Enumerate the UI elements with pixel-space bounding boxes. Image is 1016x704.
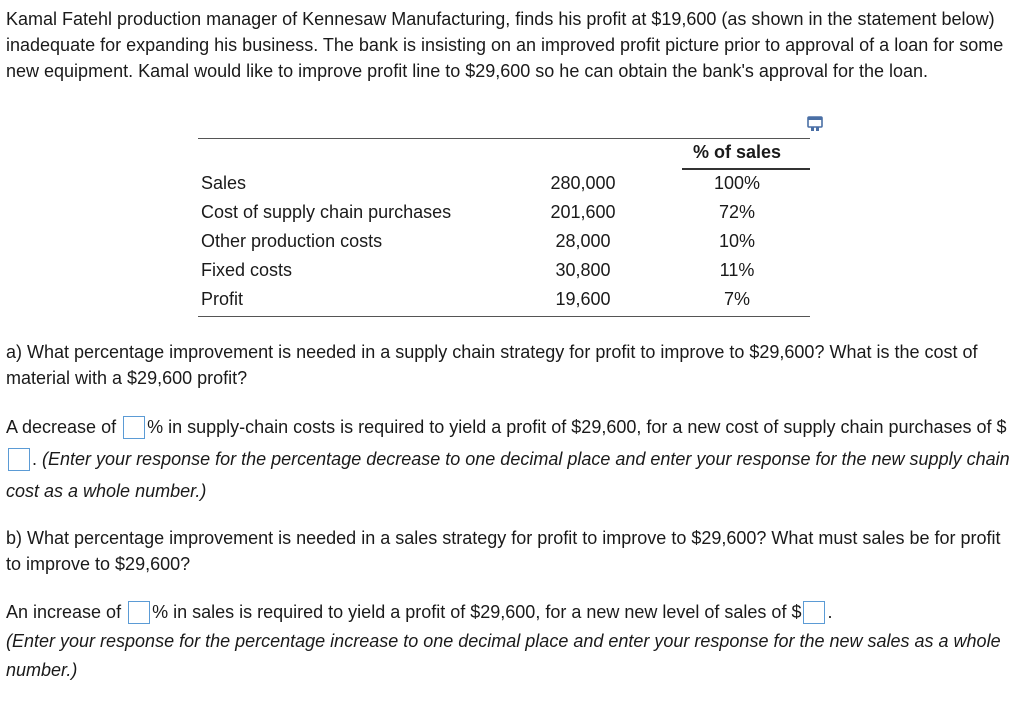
row-value: 201,600 xyxy=(550,202,616,222)
row-label: Profit xyxy=(201,289,244,309)
row-value: 28,000 xyxy=(555,231,611,251)
answer-a-suffix: . xyxy=(32,449,38,469)
row-pct: 72% xyxy=(718,202,756,222)
table-row xyxy=(198,260,810,289)
question-a: a) What percentage improvement is needed in a supply chain strategy for profit to improve to $29,600? What is the cost of material with a $29,600 profit? xyxy=(6,342,978,388)
table-row xyxy=(198,173,810,202)
answer-a-hint: (Enter your response for the percentage decrease to one decimal place and enter your response for the new supply chain cost as a whole number.) xyxy=(6,449,1010,501)
row-label: Fixed costs xyxy=(201,260,293,280)
answer-b-prefix: An increase of xyxy=(6,602,122,622)
answer-b xyxy=(6,598,1011,685)
pct-increase-input[interactable] xyxy=(128,601,150,624)
new-sales-input[interactable] xyxy=(803,601,825,624)
pct-decrease-input[interactable] xyxy=(123,416,145,439)
row-pct: 100% xyxy=(713,173,761,193)
problem-intro: Kamal Fatehl production manager of Kennesaw Manufacturing, finds his profit at $19,600 (as shown in the statement below) inadequate for expanding his business. The bank is insisting on an improved profit picture prior to approval of a loan for some new equipment. Kamal would like to improve profit line to $29,600 so he can obtain the bank's approval for the loan. xyxy=(6,9,1004,81)
row-value: 30,800 xyxy=(555,260,611,280)
row-pct: 7% xyxy=(723,289,750,309)
new-supply-cost-input[interactable] xyxy=(8,448,30,471)
row-label: Other production costs xyxy=(201,231,383,251)
answer-a-middle: % in supply-chain costs is required to yield a profit of $29,600, for a new cost of supply chain purchases of $ xyxy=(147,417,1007,437)
pct-of-sales-header: % of sales xyxy=(692,142,782,162)
row-pct: 11% xyxy=(719,260,755,280)
answer-b-hint: (Enter your response for the percentage increase to one decimal place and enter your response for the new sales as a whole number.) xyxy=(6,631,1001,680)
table-row xyxy=(198,202,810,231)
answer-a xyxy=(6,411,1011,507)
row-value: 280,000 xyxy=(550,173,616,193)
answer-b-suffix: . xyxy=(827,602,833,622)
row-value: 19,600 xyxy=(555,289,611,309)
row-label: Cost of supply chain purchases xyxy=(201,202,452,222)
table-row xyxy=(198,231,810,260)
answer-a-prefix: A decrease of xyxy=(6,417,117,437)
answer-b-middle: % in sales is required to yield a profit of $29,600, for a new new level of sales of $ xyxy=(152,602,802,622)
copy-to-clipboard-icon[interactable] xyxy=(806,115,824,133)
table-bottom-rule xyxy=(198,316,810,317)
row-label: Sales xyxy=(201,173,247,193)
table-row xyxy=(198,289,810,318)
header-rule xyxy=(682,168,810,170)
question-b: b) What percentage improvement is needed in a sales strategy for profit to improve to $29,600? What must sales be for profit to improve to $29,600? xyxy=(6,528,1001,574)
row-pct: 10% xyxy=(718,231,756,251)
table-top-rule xyxy=(198,138,810,139)
